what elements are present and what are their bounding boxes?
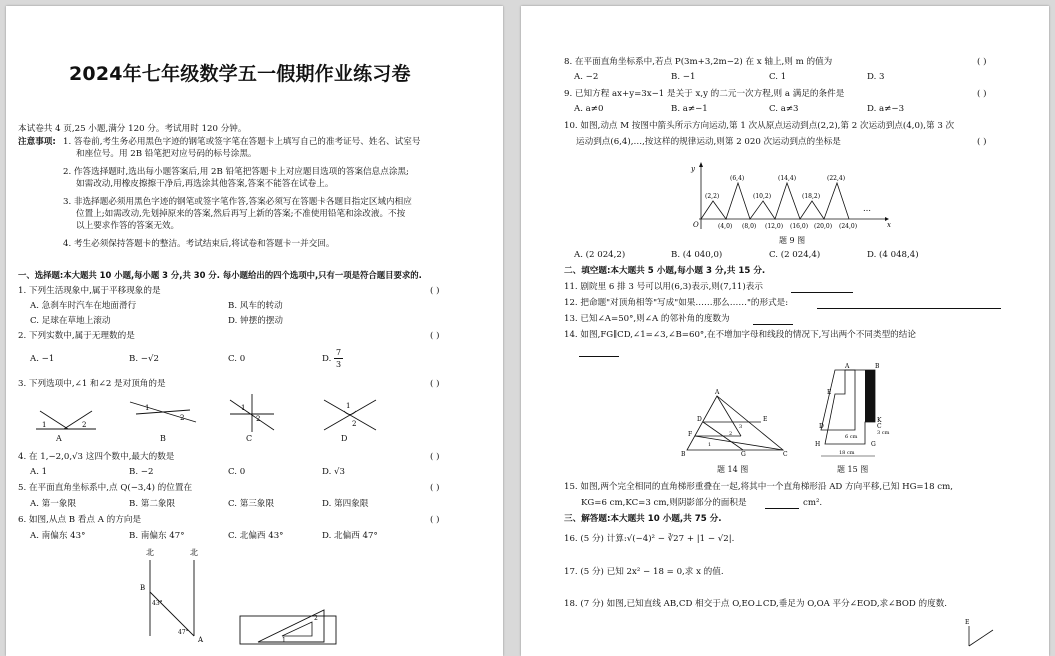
point-label: B (681, 451, 686, 458)
angle-47-label: 47° (178, 629, 189, 636)
q8-option-c: C. 1 (769, 72, 787, 82)
q9-option-d: D. a≠−3 (867, 104, 905, 114)
point-label: K (877, 417, 882, 424)
point-label: F (688, 431, 693, 438)
q8-option-a: A. −2 (574, 72, 599, 82)
fig14-triangle-figure (681, 388, 791, 458)
q4-option-c: C. 0 (228, 467, 246, 477)
point-label: C (783, 451, 788, 458)
question-12: 12. 把命题"对顶角相等"写成"如果……那么……"的形式是: (564, 298, 789, 308)
q6-option-d: D. 北偏西 47° (322, 531, 378, 541)
point-label: D (697, 416, 702, 423)
q6-option-b: B. 南偏东 47° (129, 531, 185, 541)
question-18: 18. (7 分) 如图,已知直线 AB,CD 相交于点 O,EO⊥CD,垂足为 O,OA 平分∠EOD,求∠BOD 的度数. (564, 599, 948, 609)
angle-label: 3 (739, 424, 743, 430)
notice-line: 2. 作答选择题时,选出每小题答案后,用 2B 铅笔把答题卡上对应题目选项的答案信息点涂黑; (63, 167, 409, 177)
answer-paren: ( ) (430, 379, 440, 389)
point-label: C (877, 423, 882, 430)
q10-option-d: D. (4 048,4) (867, 250, 919, 260)
q11-answer-blank (791, 292, 853, 293)
question-4: 4. 在 1,−2,0,√3 这四个数中,最大的数是 (18, 452, 175, 462)
question-8: 8. 在平面直角坐标系中,若点 P(3m+3,2m−2) 在 x 轴上,则 m 的值为 (564, 57, 833, 67)
angle-2-label: 2 (256, 415, 261, 423)
q15-answer-blank (765, 508, 799, 509)
notice-line: 以上要求作答的答案无效。 (76, 221, 180, 231)
q6-option-a: A. 南偏东 43° (30, 531, 86, 541)
length-label: 6 cm (845, 434, 858, 440)
question-16: 16. (5 分) 计算:√(−4)² − ∛27 + |1 − √2|. (564, 534, 735, 544)
point-label: G (871, 441, 876, 448)
q3-option-a-label: A (56, 434, 62, 443)
angle-label: 2 (729, 431, 733, 437)
exam-page-2 (521, 6, 1049, 656)
q2-option-d: D. (322, 354, 332, 364)
q8-option-d: D. 3 (867, 72, 885, 82)
angle-2-label: 2 (82, 421, 87, 429)
fig18-lines-figure (957, 616, 997, 646)
section-2-heading: 二、填空题:本大题共 5 小题,每小题 3 分,共 15 分. (564, 266, 766, 276)
exam-title: 2024年七年级数学五一假期作业练习卷 (69, 63, 411, 85)
q2-option-a: A. −1 (30, 354, 55, 364)
q3-option-b-label: B (160, 434, 166, 443)
q4-option-a: A. 1 (30, 467, 48, 477)
q12-answer-blank (817, 308, 1001, 309)
point-label: (10,2) (753, 193, 772, 200)
q9-option-a: A. a≠0 (574, 104, 604, 114)
answer-paren: ( ) (430, 452, 440, 462)
angle-2-label: 2 (314, 615, 318, 622)
notice-line: 如需改动,用橡皮擦擦干净后,再选涂其他答案,答案不能答在试卷上。 (76, 179, 334, 189)
north-label: 北 (190, 548, 198, 557)
ellipsis: … (863, 204, 871, 213)
point-label: (6,4) (730, 175, 745, 182)
q13-answer-blank (753, 324, 793, 325)
q3-figure-b (128, 396, 198, 430)
point-label: (4,0) (718, 223, 733, 230)
point-label: (8,0) (742, 223, 757, 230)
q3-option-d-label: D (341, 434, 348, 443)
angle-1-label: 1 (346, 402, 351, 410)
fig15-trapezoid-figure (815, 364, 895, 460)
point-label: G (741, 451, 746, 458)
q15-unit: cm². (803, 498, 823, 508)
q5-option-b: B. 第二象限 (129, 499, 176, 509)
point-label: E (827, 389, 832, 396)
answer-paren: ( ) (430, 331, 440, 341)
angle-1-label: 1 (241, 404, 246, 412)
y-axis-label: y (691, 165, 695, 173)
point-label: H (815, 441, 821, 448)
angle-label: 1 (708, 442, 712, 448)
q5-option-a: A. 第一象限 (30, 499, 77, 509)
q9-option-c: C. a≠3 (769, 104, 799, 114)
question-11: 11. 剧院里 6 排 3 号可以用(6,3)表示,则(7,11)表示 (564, 282, 763, 292)
q9-option-b: B. a≠−1 (671, 104, 708, 114)
exam-page-1 (6, 6, 503, 656)
q3-figure-a (36, 401, 96, 435)
length-label: 18 cm (839, 450, 855, 456)
point-label: (12,0) (765, 223, 784, 230)
notice-line: 1. 答卷前,考生务必用黑色字迹的钢笔或签字笔在答题卡上填写自己的准考证号、姓名、试室号 (63, 137, 421, 147)
point-label: B (875, 363, 880, 370)
point-label: (14,4) (778, 175, 797, 182)
q5-option-d: D. 第四象限 (322, 499, 369, 509)
angle-1-label: 1 (42, 421, 47, 429)
q1-option-c: C. 足球在草地上滚动 (30, 316, 111, 326)
question-6: 6. 如图,从点 B 看点 A 的方向是 (18, 515, 142, 525)
point-label: A (715, 389, 720, 396)
answer-paren: ( ) (977, 57, 987, 67)
q3-figure-c (228, 394, 278, 434)
question-9: 9. 已知方程 ax+y=3x−1 是关于 x,y 的二元一次方程,则 a 满足的条件是 (564, 89, 845, 99)
q2-option-b: B. −√2 (129, 354, 159, 364)
q5-option-c: C. 第三象限 (228, 499, 275, 509)
q4-option-b: B. −2 (129, 467, 154, 477)
point-label: (22,4) (827, 175, 846, 182)
q10-option-b: B. (4 040,0) (671, 250, 723, 260)
section-3-heading: 三、解答题:本大题共 10 小题,共 75 分. (564, 514, 722, 524)
answer-paren: ( ) (977, 137, 987, 147)
angle-43-label: 43° (152, 600, 163, 607)
question-2: 2. 下列实数中,属于无理数的是 (18, 331, 135, 341)
q4-option-d: D. √3 (322, 467, 345, 477)
x-axis-label: x (887, 221, 891, 229)
q10-option-a: A. (2 024,2) (574, 250, 626, 260)
point-label: A (845, 363, 850, 370)
point-a-label: A (198, 636, 204, 644)
north-label: 北 (146, 548, 154, 557)
point-label: (18,2) (802, 193, 821, 200)
point-label: (24,0) (839, 223, 858, 230)
section-1-heading: 一、选择题:本大题共 10 小题,每小题 3 分,共 30 分. 每小题给出的四个选项中,只有一项是符合题目要求的. (18, 270, 422, 280)
question-13: 13. 已知∠A=50°,则∠A 的邻补角的度数为 (564, 314, 730, 324)
q8-option-b: B. −1 (671, 72, 696, 82)
point-e-label: E (965, 619, 970, 626)
q2-option-c: C. 0 (228, 354, 246, 364)
answer-paren: ( ) (430, 483, 440, 493)
fig15-caption: 题 15 图 (837, 465, 869, 474)
q10-option-c: C. (2 024,4) (769, 250, 821, 260)
fraction-numerator: 7 (336, 348, 342, 357)
question-5: 5. 在平面直角坐标系中,点 Q(−3,4) 的位置在 (18, 483, 193, 493)
question-3: 3. 下列选项中,∠1 和∠2 是对顶角的是 (18, 379, 166, 389)
q6-option-c: C. 北偏西 43° (228, 531, 284, 541)
question-15: 15. 如图,两个完全相同的直角梯形重叠在一起,将其中一个直角梯形沿 AD 方向平移,已知 HG=18 cm, (564, 482, 953, 492)
q1-option-d: D. 钟摆的摆动 (228, 316, 284, 326)
q7-triangle-ruler-figure (238, 598, 338, 648)
fig14-caption: 题 14 图 (717, 465, 749, 474)
question-15-cont: KG=6 cm,KC=3 cm,则阴影部分的面积是 (581, 498, 747, 508)
point-label: D (819, 423, 824, 430)
angle-2-label: 2 (180, 414, 185, 422)
question-10-cont: 运动到点(6,4),…,按这样的规律运动,则第 2 020 次运动到点的坐标是 (576, 137, 841, 147)
q6-direction-figure (136, 546, 216, 646)
answer-paren: ( ) (430, 515, 440, 525)
origin-label: O (693, 221, 699, 229)
angle-2-label: 2 (352, 420, 357, 428)
q1-option-b: B. 风车的转动 (228, 301, 283, 311)
notice-line: 3. 非选择题必须用黑色字迹的钢笔或签字笔作答,答案必须写在答题卡各题目指定区域内相应 (63, 197, 412, 207)
question-17: 17. (5 分) 已知 2x² − 18 = 0,求 x 的值. (564, 567, 724, 577)
notice-line: 4. 考生必须保持答题卡的整洁。考试结束后,将试卷和答题卡一并交回。 (63, 239, 335, 249)
notice-line: 和座位号。用 2B 铅笔把对应号码的标号涂黑。 (76, 149, 257, 159)
question-1: 1. 下列生活现象中,属于平移现象的是 (18, 286, 161, 296)
point-label: E (763, 416, 768, 423)
q3-option-c-label: C (246, 434, 253, 443)
fraction-denominator: 3 (336, 360, 342, 369)
fig9-caption: 题 9 图 (779, 236, 806, 245)
notice-line: 位置上;如需改动,先划掉原来的答案,然后再写上新的答案;不准使用铅笔和涂改液。不按 (76, 209, 406, 219)
point-label: (20,0) (814, 223, 833, 230)
answer-paren: ( ) (977, 89, 987, 99)
notice-label: 注意事项: (18, 137, 56, 147)
point-label: (16,0) (790, 223, 809, 230)
answer-paren: ( ) (430, 286, 440, 296)
q1-option-a: A. 急刹车时汽车在地面滑行 (30, 301, 137, 311)
point-label: (2,2) (705, 193, 720, 200)
intro-text: 本试卷共 4 页,25 小题,满分 120 分。考试用时 120 分钟。 (18, 124, 247, 134)
question-14: 14. 如图,FG∥CD,∠1=∠3,∠B=60°,在不增加字母和线段的情况下,写出两个不同类型的结论 (564, 330, 916, 340)
angle-1-label: 1 (282, 637, 286, 644)
length-label: 3 cm (877, 430, 890, 436)
point-b-label: B (140, 584, 146, 592)
fig9-zigzag-figure (689, 161, 899, 233)
angle-1-label: 1 (145, 404, 150, 412)
question-10: 10. 如图,动点 M 按图中箭头所示方向运动,第 1 次从原点运动到点(2,2),第 2 次运动到点(4,0),第 3 次 (564, 121, 955, 131)
q3-figure-d (322, 396, 378, 432)
q14-answer-blank (579, 356, 619, 357)
